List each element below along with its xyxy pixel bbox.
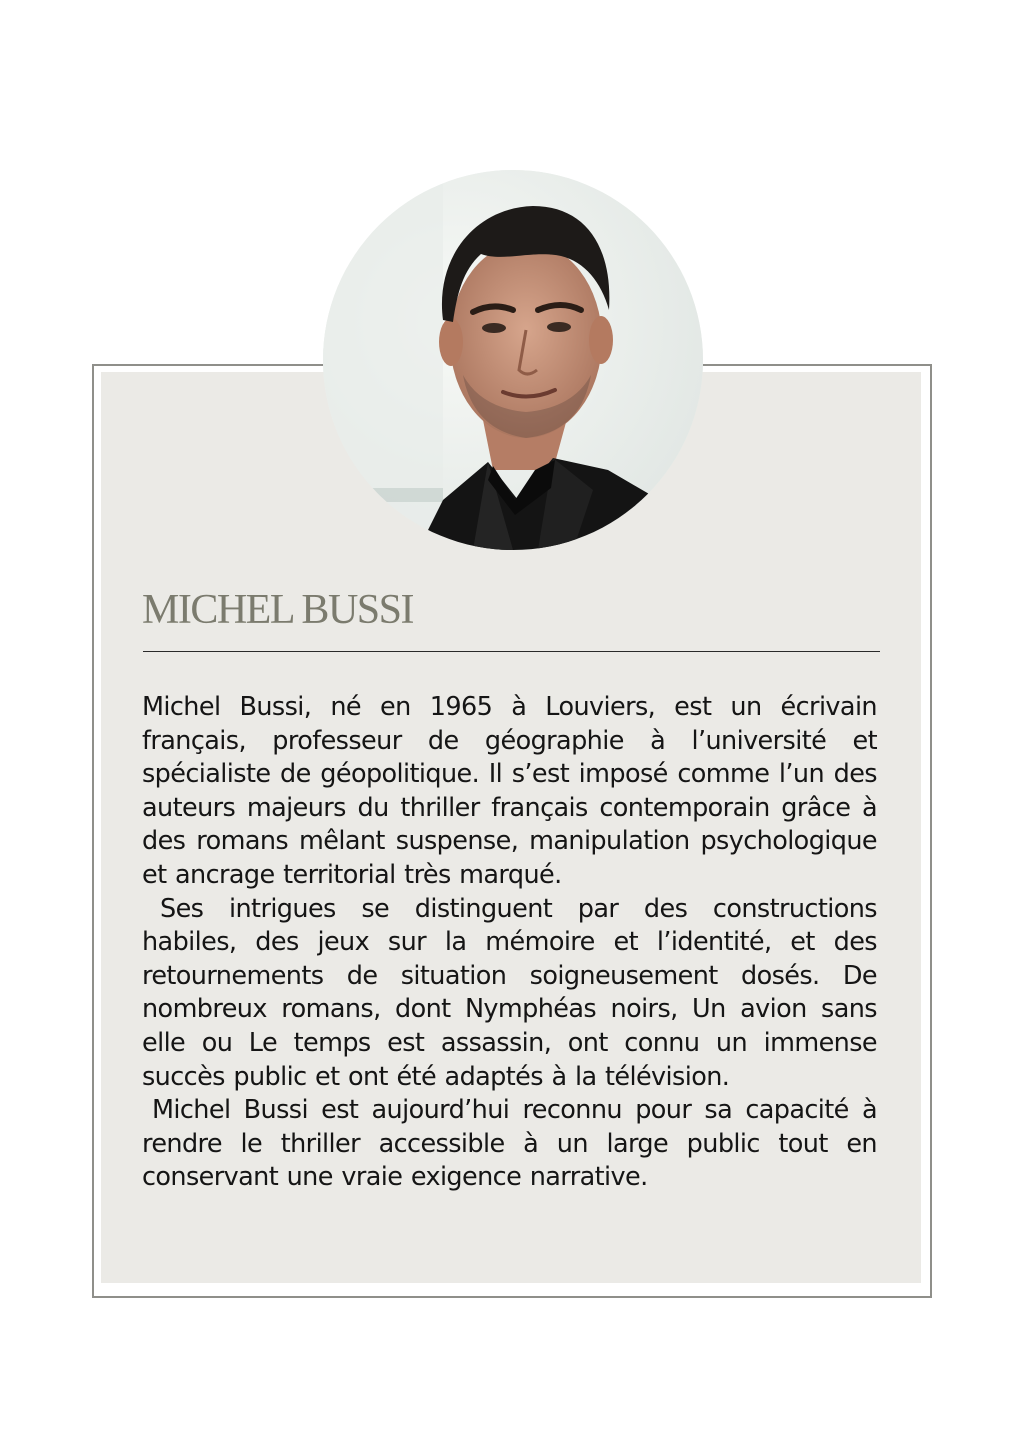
bio-paragraph: Michel Bussi, né en 1965 à Louviers, est un écrivain français, professeur de géographie à l’université et spécialiste de géopolitique. Il s’est imposé comme l’un des auteurs majeurs du thriller français contemporain grâce à des romans mêlant suspense, manipulation psychologique et ancrage territorial très marqué. bbox=[142, 692, 877, 890]
portrait-photo-icon bbox=[323, 170, 703, 550]
divider bbox=[143, 651, 880, 652]
bio-paragraph: Ses intrigues se distinguent par des constructions habiles, des jeux sur la mémoire et l’identité, et des retournements de situation soigneusement dosés. De nombreux romans, dont Nymphéas noirs, Un avion sans elle ou Le temps est assassin, ont connu un immense succès public et ont été adaptés à la télévision. bbox=[142, 893, 877, 1092]
author-portrait bbox=[323, 170, 703, 550]
author-bio bbox=[142, 691, 877, 1195]
author-name: MICHEL BUSSI bbox=[142, 587, 413, 633]
bio-paragraph: Michel Bussi est aujourd’hui reconnu pour sa capacité à rendre le thriller accessible à un large public tout en conservant une vraie exigence narrative. bbox=[142, 1095, 877, 1193]
